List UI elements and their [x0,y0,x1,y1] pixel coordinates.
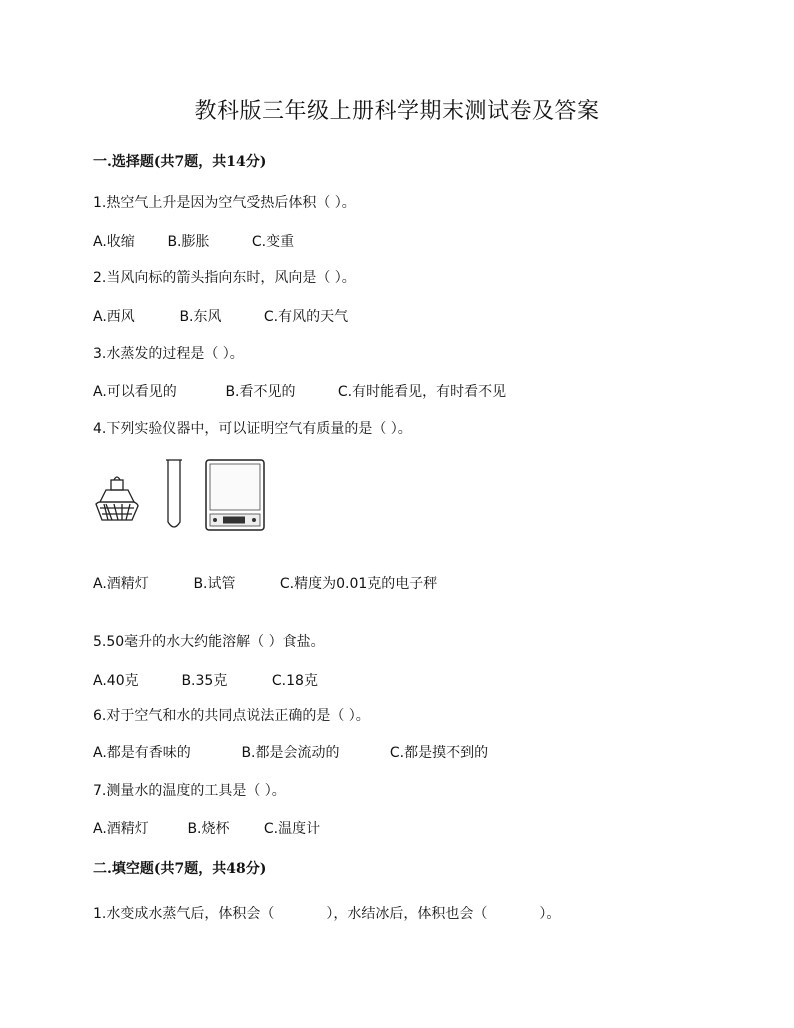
option-b: B.东风 [179,309,222,325]
option-a: A.西风 [93,309,135,325]
option-c: C.温度计 [263,821,321,837]
alcohol-lamp-icon [96,477,138,520]
question-options [93,742,488,762]
option-c: C.精度为0.01克的电子秤 [279,576,438,592]
option-c: C.18克 [271,673,318,689]
fill-text-part3: ）。 [539,906,561,922]
fill-text-part1: 1.水变成水蒸气后，体积会（ [93,906,275,922]
option-a: A.酒精灯 [93,576,149,592]
question-stem: 4.下列实验仪器中，可以证明空气有质量的是（ ）。 [93,421,412,437]
option-b: B.35克 [181,673,228,689]
option-b: B.看不见的 [225,384,296,400]
test-tube-icon [166,460,182,527]
electronic-scale-icon [206,460,264,530]
fill-question [93,903,560,923]
option-b: B.都是会流动的 [241,745,340,761]
question-stem: 3.水蒸发的过程是（ ）。 [93,346,244,362]
question-stem: 2.当风向标的箭头指向东时，风向是（ ）。 [93,270,356,286]
question-stem: 1.热空气上升是因为空气受热后体积（ ）。 [93,195,356,211]
section-heading-fill: 二.填空题(共7题，共48分) [93,861,267,877]
question-stem: 6.对于空气和水的共同点说法正确的是（ ）。 [93,708,370,724]
question-options [93,573,437,593]
apparatus-figures-svg [92,458,282,534]
question-stem: 5.50毫升的水大约能溶解（ ）食盐。 [93,634,325,650]
option-a: A.40克 [93,673,139,689]
question-stem: 7.测量水的温度的工具是（ ）。 [93,783,286,799]
option-c: C.都是摸不到的 [389,745,489,761]
option-b: B.烧杯 [187,821,230,837]
page-title: 教科版三年级上册科学期末测试卷及答案 [194,99,600,124]
option-a: A.酒精灯 [93,821,149,837]
option-c: C.有风的天气 [263,309,349,325]
option-a: A.都是有香味的 [93,745,191,761]
apparatus-figures [92,458,282,534]
option-c: C.变重 [251,234,295,250]
option-a: A.收缩 [93,234,135,250]
fill-text-part2: ），水结冰后，体积也会（ [326,906,488,922]
section-heading-choice: 一.选择题(共7题，共14分) [93,154,267,170]
question-options [93,670,318,690]
option-c: C.有时能看见，有时看不见 [337,384,507,400]
option-b: B.膨胀 [167,234,210,250]
question-options [93,381,506,401]
option-b: B.试管 [193,576,236,592]
option-a: A.可以看见的 [93,384,177,400]
question-options [93,818,320,838]
question-options [93,306,348,326]
question-options [93,231,294,251]
